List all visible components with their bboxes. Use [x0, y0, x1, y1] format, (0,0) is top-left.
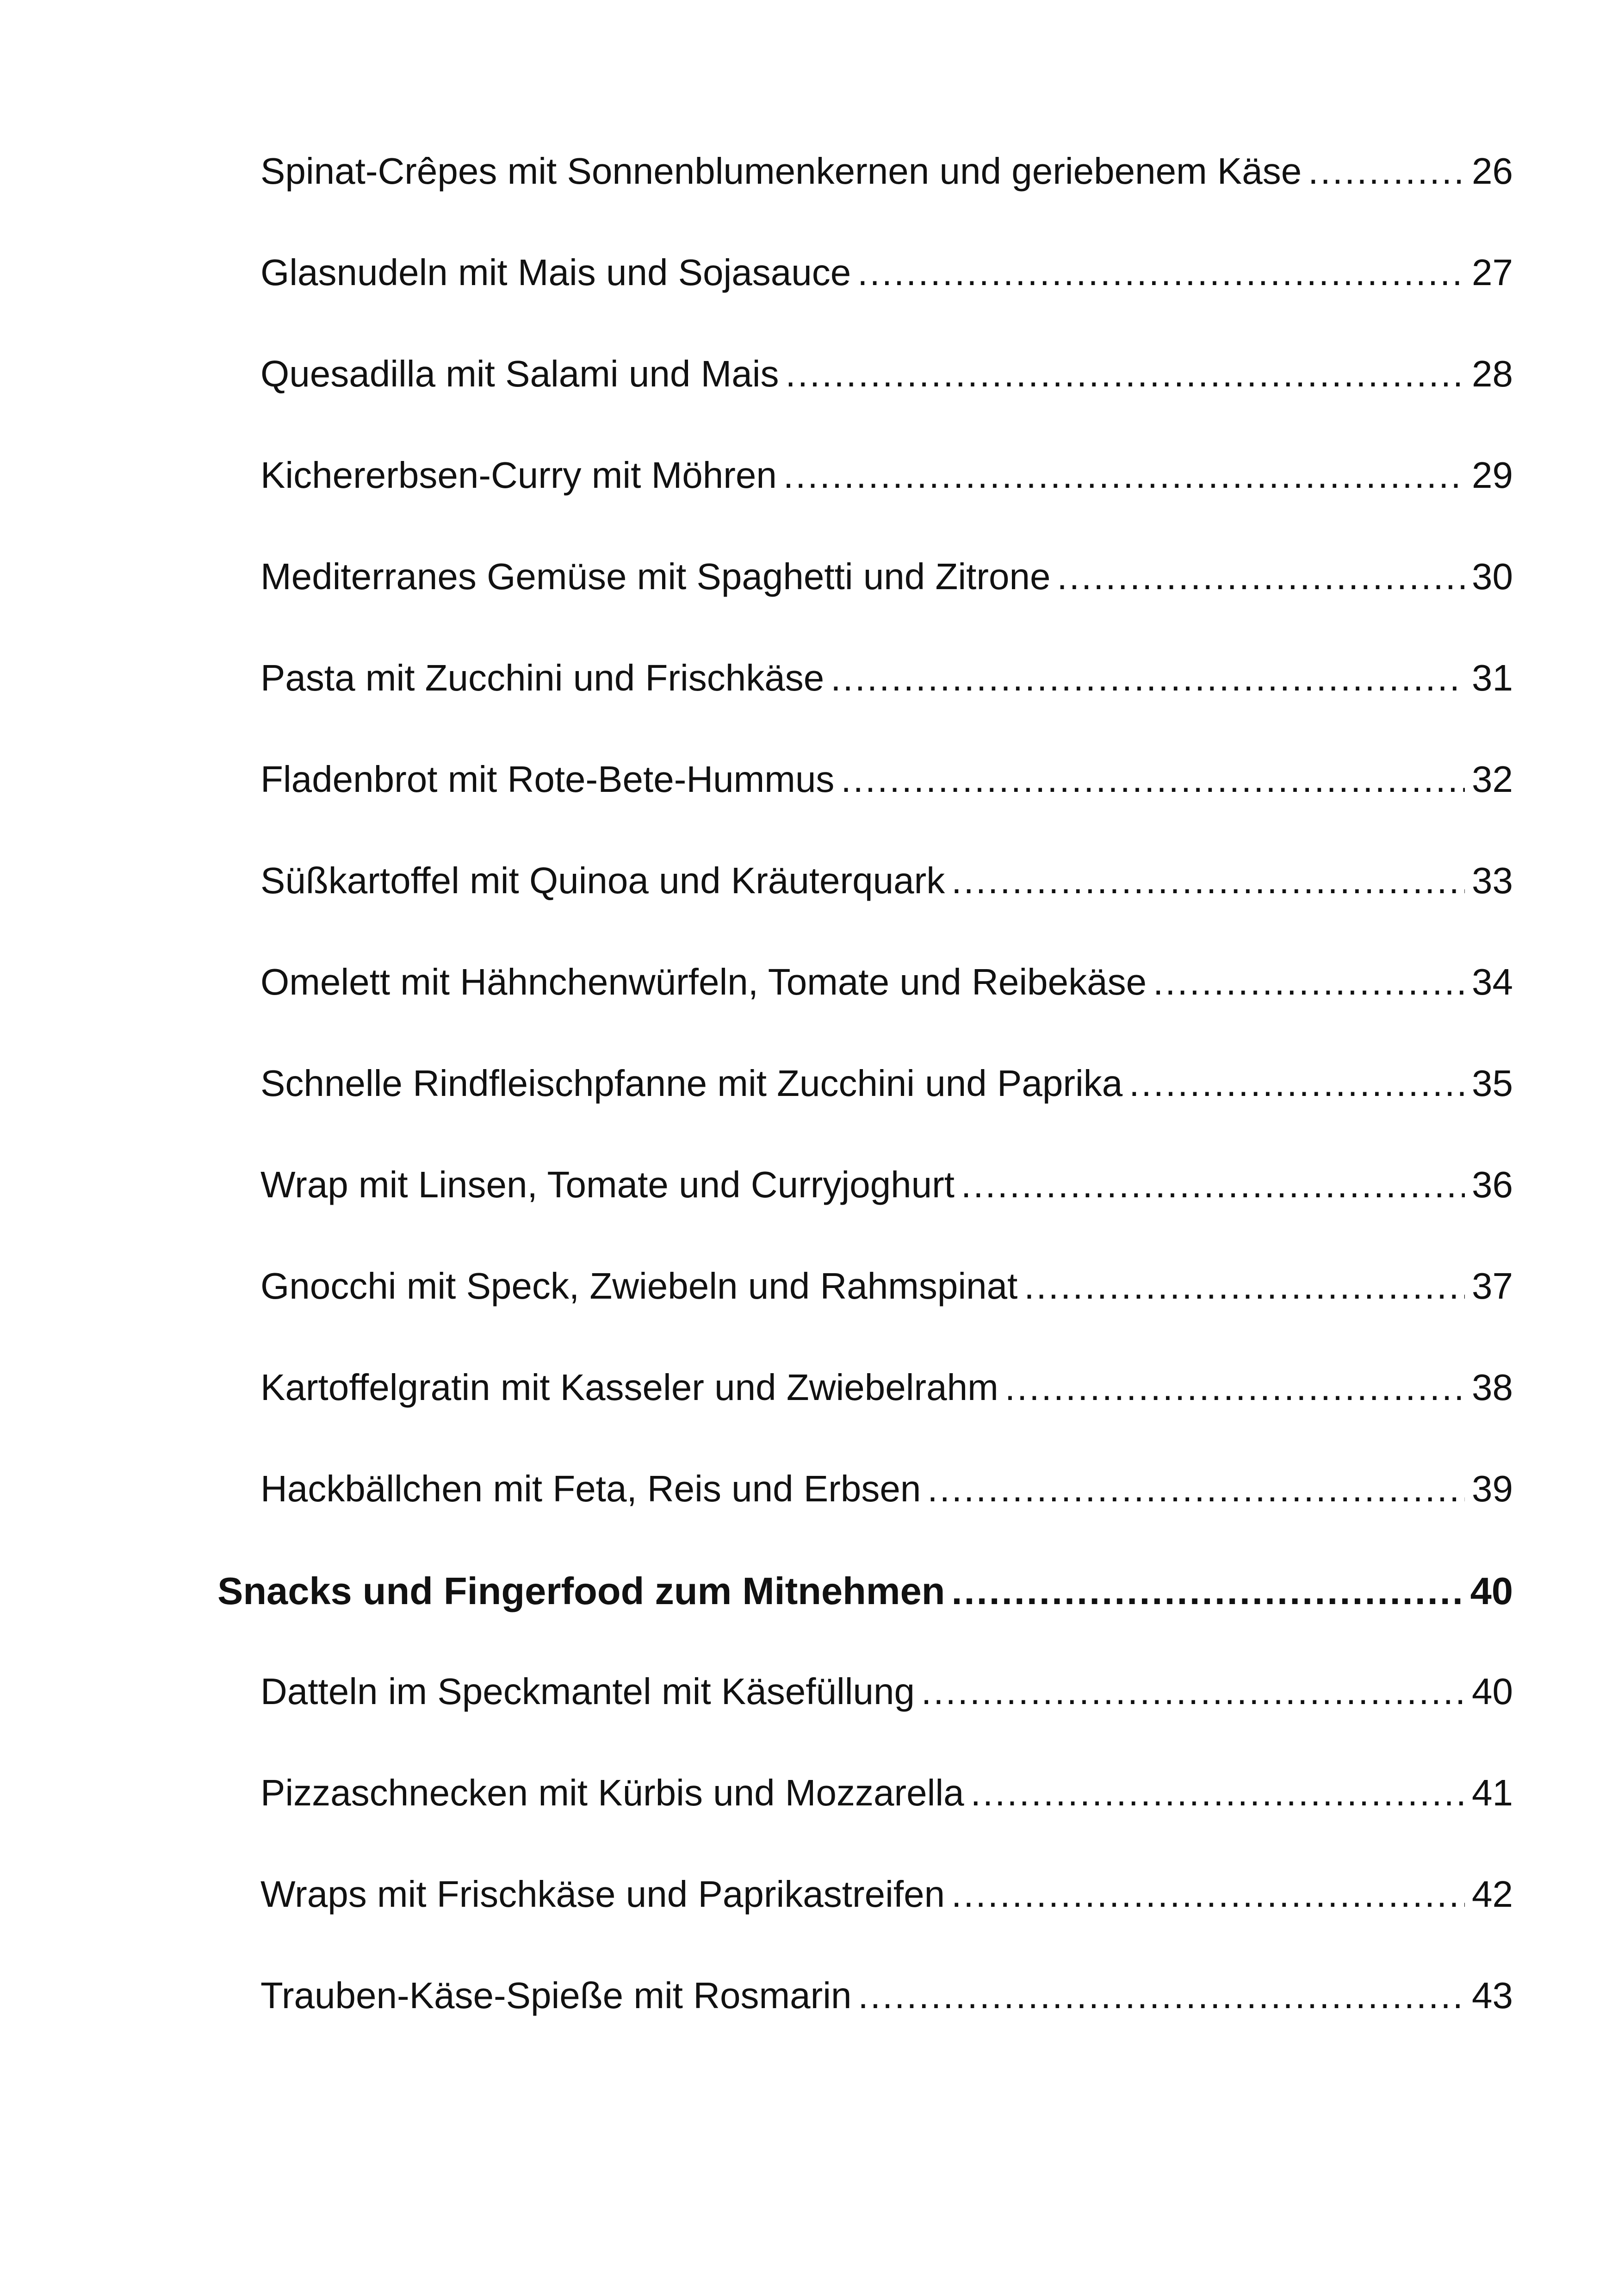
toc-page-number: 28	[1472, 353, 1513, 394]
toc-page-number: 41	[1472, 1772, 1513, 1813]
toc-entry-title: Fladenbrot mit Rote-Bete-Hummus	[260, 759, 835, 800]
toc-dot-leader	[951, 862, 1465, 899]
toc-dot-leader	[841, 761, 1465, 798]
toc-entry[interactable]	[217, 454, 1513, 558]
toc-dot-leader	[921, 1673, 1465, 1710]
toc-page-number: 38	[1472, 1367, 1513, 1408]
toc-entry-title: Süßkartoffel mit Quinoa und Kräuterquark	[260, 860, 945, 901]
toc-section-heading[interactable]	[217, 1569, 1513, 1673]
toc-entry-title: Kichererbsen-Curry mit Möhren	[260, 454, 777, 496]
toc-page-number: 36	[1472, 1164, 1513, 1205]
toc-page-number: 33	[1472, 860, 1513, 901]
toc-dot-leader	[927, 1470, 1465, 1507]
toc-dot-leader	[1308, 153, 1465, 190]
toc-entry[interactable]	[217, 150, 1513, 254]
toc-dot-leader	[1005, 1369, 1465, 1406]
toc-dot-leader	[971, 1774, 1465, 1811]
toc-entry[interactable]	[217, 1369, 1513, 1470]
toc-entry[interactable]	[217, 1977, 1513, 2078]
toc-entry-title: Hackbällchen mit Feta, Reis und Erbsen	[260, 1468, 921, 1509]
toc-entry-title: Kartoffelgratin mit Kasseler und Zwiebelrahm	[260, 1367, 998, 1408]
toc-entry-title: Trauben-Käse-Spieße mit Rosmarin	[260, 1975, 852, 2016]
toc-entry[interactable]	[217, 1673, 1513, 1774]
toc-dot-leader	[951, 1572, 1463, 1610]
toc-entry[interactable]	[217, 862, 1513, 964]
toc-entry[interactable]	[217, 254, 1513, 355]
toc-entry-title: Pizzaschnecken mit Kürbis und Mozzarella	[260, 1772, 964, 1813]
table-of-contents	[217, 150, 1513, 2078]
toc-dot-leader	[857, 254, 1465, 291]
toc-entry[interactable]	[217, 558, 1513, 660]
toc-entry-title: Mediterranes Gemüse mit Spaghetti und Zitrone	[260, 556, 1051, 597]
toc-page-number: 39	[1472, 1468, 1513, 1509]
toc-page-number: 29	[1472, 454, 1513, 496]
toc-dot-leader	[1153, 964, 1465, 1001]
toc-entry[interactable]	[217, 1873, 1513, 1977]
toc-entry[interactable]	[217, 1166, 1513, 1268]
toc-entry-title: Gnocchi mit Speck, Zwiebeln und Rahmspinat	[260, 1265, 1018, 1307]
toc-dot-leader	[783, 457, 1465, 494]
toc-page-number: 27	[1472, 252, 1513, 293]
toc-entry-title: Spinat-Crêpes mit Sonnenblumenkernen und geriebenem Käse	[260, 150, 1302, 192]
toc-entry-title: Datteln im Speckmantel mit Käsefüllung	[260, 1671, 915, 1712]
toc-entry-title: Omelett mit Hähnchenwürfeln, Tomate und Reibekäse	[260, 961, 1147, 1002]
toc-dot-leader	[785, 355, 1465, 392]
toc-page-number: 37	[1472, 1265, 1513, 1307]
toc-entry-title: Quesadilla mit Salami und Mais	[260, 353, 779, 394]
toc-entry[interactable]	[217, 1470, 1513, 1572]
toc-entry[interactable]	[217, 1065, 1513, 1166]
toc-entry-title: Wraps mit Frischkäse und Paprikastreifen	[260, 1873, 945, 1915]
toc-page-number: 35	[1472, 1063, 1513, 1104]
toc-dot-leader	[1129, 1065, 1465, 1102]
toc-entry[interactable]	[217, 961, 1513, 1065]
toc-page-number: 31	[1472, 657, 1513, 698]
toc-page-number: 26	[1472, 150, 1513, 192]
toc-dot-leader	[1024, 1268, 1465, 1305]
toc-dot-leader	[961, 1166, 1465, 1203]
toc-page-number: 30	[1472, 556, 1513, 597]
toc-entry[interactable]	[217, 761, 1513, 862]
toc-entry-title: Wrap mit Linsen, Tomate und Curryjoghurt	[260, 1164, 955, 1205]
toc-page-number: 43	[1472, 1975, 1513, 2016]
toc-entry-title: Glasnudeln mit Mais und Sojasauce	[260, 252, 851, 293]
toc-entry[interactable]	[217, 1774, 1513, 1876]
toc-dot-leader	[951, 1876, 1465, 1913]
toc-entry-title: Pasta mit Zucchini und Frischkäse	[260, 657, 824, 698]
toc-entry[interactable]	[217, 657, 1513, 761]
toc-dot-leader	[858, 1977, 1465, 2014]
toc-section-title: Snacks und Fingerfood zum Mitnehmen	[217, 1569, 945, 1612]
toc-dot-leader	[1057, 558, 1465, 595]
toc-page-number: 34	[1472, 961, 1513, 1002]
toc-page-number: 40	[1470, 1569, 1513, 1612]
toc-dot-leader	[831, 660, 1465, 697]
toc-page-number: 40	[1472, 1671, 1513, 1712]
toc-entry[interactable]	[217, 1265, 1513, 1369]
toc-entry-title: Schnelle Rindfleischpfanne mit Zucchini und Paprika	[260, 1063, 1123, 1104]
toc-page-number: 32	[1472, 759, 1513, 800]
toc-entry[interactable]	[217, 355, 1513, 457]
toc-page-number: 42	[1472, 1873, 1513, 1915]
